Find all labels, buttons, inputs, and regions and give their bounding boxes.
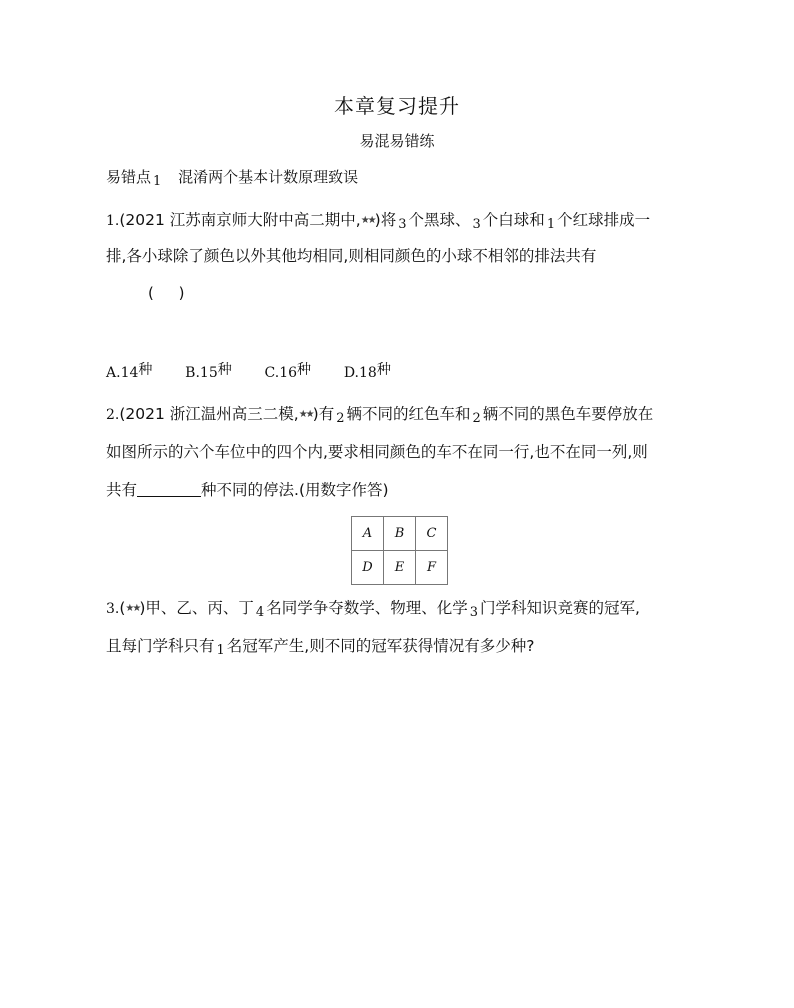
q1-answer-paren: ( ) <box>148 284 185 302</box>
q1-n2: 3 <box>472 217 481 232</box>
grid-cell-d: D <box>352 551 384 585</box>
q2-line-3 <box>106 478 389 500</box>
q1-source: (2021 江苏南京师大附中高二期中, <box>119 211 361 229</box>
q3-n1: 4 <box>255 605 265 620</box>
q3-text-a: )甲、乙、丙、丁 <box>139 599 254 617</box>
q2-line3-a: 共有 <box>106 481 138 499</box>
q1-difficulty-stars-icon: ★★ <box>360 215 375 226</box>
q1-number: 1. <box>106 213 120 229</box>
section-label: 易错点 <box>106 168 152 186</box>
page-title: 本章复习提升 <box>334 94 460 118</box>
q3-number: 3. <box>106 601 120 617</box>
q2-n2: 2 <box>472 411 481 426</box>
q3-line2-b: 名冠军产生,则不同的冠军获得情况有多少种? <box>226 637 535 655</box>
grid-cell-e: E <box>384 551 416 585</box>
grid-cell-f: F <box>416 551 448 585</box>
q1-text-d: 个红球排成一 <box>557 211 651 229</box>
q3-text-b: 名同学争夺数学、物理、化学 <box>266 599 468 617</box>
q3-open: ( <box>119 599 126 617</box>
q2-difficulty-stars-icon: ★★ <box>298 409 313 420</box>
grid-row <box>352 551 448 585</box>
q3-line2-a: 且每门学科只有 <box>106 637 215 655</box>
q2-text-b: 辆不同的红色车和 <box>346 405 471 423</box>
grid-row <box>352 517 448 551</box>
q1-line-1 <box>106 208 650 230</box>
q2-text-c: 辆不同的黑色车要停放在 <box>482 405 654 423</box>
q1-text-b: 个黑球、 <box>408 211 471 229</box>
q3-line-2 <box>106 634 534 656</box>
q2-answer-blank[interactable] <box>137 482 201 497</box>
q2-text-a: )有 <box>312 405 335 423</box>
grid-cell-b: B <box>384 517 416 551</box>
page-subtitle: 易混易错练 <box>359 132 435 150</box>
section-number: 1 <box>153 174 162 189</box>
option-b[interactable]: $B.15^种$ <box>185 362 232 381</box>
option-a[interactable]: $A.14^种$ <box>106 362 153 381</box>
q1-line-2: 排,各小球除了颜色以外其他均相同,则相同颜色的小球不相邻的排法共有 <box>106 247 597 265</box>
grid-cell-a: A <box>352 517 384 551</box>
q2-number: 2. <box>106 407 120 423</box>
q3-text-c: 门学科知识竞赛的冠军, <box>480 599 640 617</box>
q2-source: (2021 浙江温州高三二模, <box>119 405 299 423</box>
q2-line-1 <box>106 402 653 424</box>
parking-grid <box>351 516 448 585</box>
q2-line-2: 如图所示的六个车位中的四个内,要求相同颜色的车不在同一行,也不在同一列,则 <box>106 443 648 461</box>
q1-n3: 1 <box>546 217 556 232</box>
q3-n2: 3 <box>469 605 478 620</box>
q3-difficulty-stars-icon: ★★ <box>125 603 140 614</box>
q1-text-c: 个白球和 <box>482 211 545 229</box>
option-d[interactable]: $D.18^种$ <box>343 362 391 381</box>
option-c[interactable]: $C.16^种$ <box>264 362 312 381</box>
grid-cell-c: C <box>416 517 448 551</box>
q1-text-a: )将 <box>374 211 397 229</box>
q1-n1: 3 <box>398 217 407 232</box>
q3-n3: 1 <box>216 643 225 658</box>
q1-options <box>106 362 419 382</box>
q3-line-1 <box>106 596 640 618</box>
q2-line3-b: 种不同的停法.(用数字作答) <box>201 481 389 499</box>
section-text: 混淆两个基本计数原理致误 <box>178 168 359 186</box>
q2-n1: 2 <box>336 411 345 426</box>
section-heading <box>106 166 358 187</box>
